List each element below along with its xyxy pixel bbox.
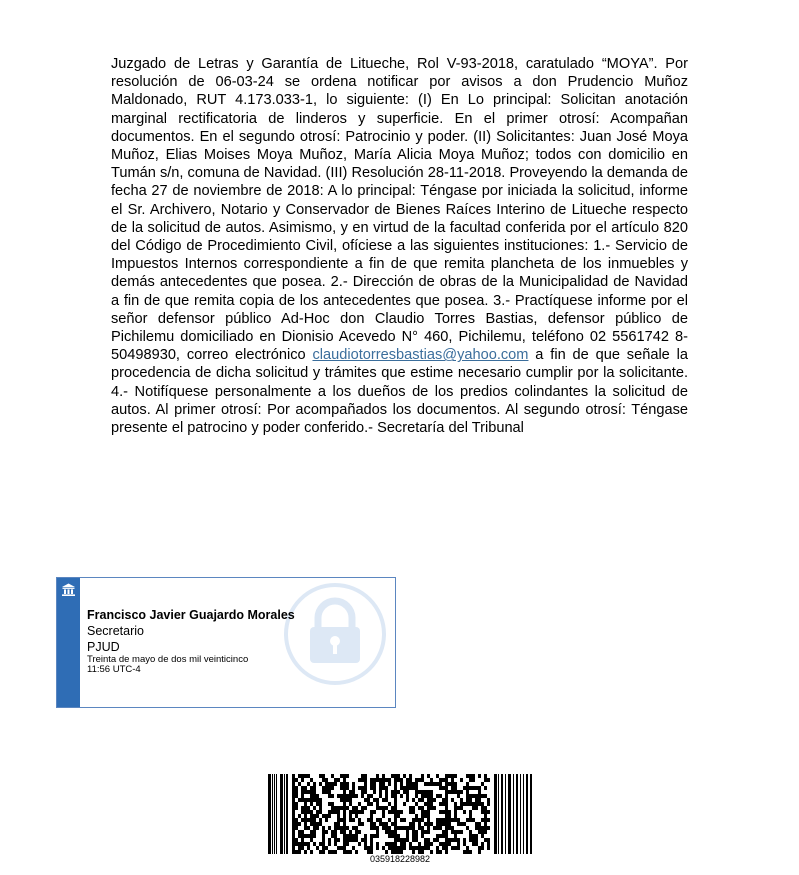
courthouse-icon <box>61 583 76 597</box>
signature-details <box>87 607 295 675</box>
barcode-number: 035918228982 <box>369 854 431 864</box>
electronic-signature-box <box>56 577 396 708</box>
signer-role: Secretario <box>87 624 144 638</box>
notice-text <box>111 55 688 437</box>
notice-text-before-link: Juzgado de Letras y Garantía de Litueche, Rol V-93-2018, caratulado “MOYA”. Por resolución de 06-03-24 se ordena notificar por avisos a don Prudencio Muñoz Maldonado, RUT 4.173.033-1, lo siguiente: (I) En Lo principal: Solicitan anotación marginal rectificatoria de linderos y superficie. En el primer otrosí: Acompañan documentos. En el segundo otrosí: Patrocinio y poder. (II) Solicitantes: Juan José Moya Muñoz, Elias Moises Moya Muñoz, María Alicia Moya Muñoz; todos con domicilio en Tumán s/n, comuna de Navidad. (III) Resolución 28-11-2018. Proveyendo la demanda de fecha 27 de noviembre de 2018: A lo principal: Téngase por iniciada la solicitud, informe el Sr. Archivero, Notario y Conservador de Bienes Raíces Interino de Litueche respecto de la solicitud de autos. Asimismo, y en virtud de la facultad conferida por el artículo 820 del Código de Procedimiento Civil, ofíciese a las siguientes instituciones: 1.- Servicio de Impuestos Internos correspondiente a fin de que remita plancheta de los inmuebles y demás antecedentes que posea. 2.- Dirección de obras de la Municipalidad de Navidad a fin de que remita copia de los antecedentes que posea. 3.- Practíquese informe por el señor defensor público Ad-Hoc don Claudio Torres Bastias, defensor público de Pichilemu domiciliado en Dionisio Acevedo N° 460, Pichilemu, teléfono 02 5561742 8-50498930, correo electrónico <box>111 56 688 364</box>
signer-name: Francisco Javier Guajardo Morales <box>87 608 295 622</box>
notice-text-after-link: a fin de que señale la procedencia de dicha solicitud y trámites que estime necesario cumplir por la solicitante. 4.- Notifíquese personalmente a los dueños de los predios colindantes la solicitud de autos. Al primer otrosí: Por acompañados los documentos. Al segundo otrosí: Téngase presente el patrocino y poder conferido.- Secretaría del Tribunal <box>111 347 689 437</box>
signature-date: Treinta de mayo de dos mil veinticinco <box>87 654 249 665</box>
signer-organization: PJUD <box>87 640 120 654</box>
signature-stripe <box>57 578 80 707</box>
barcode <box>268 774 532 854</box>
signature-time: 11:56 UTC-4 <box>87 664 141 675</box>
padlock-icon <box>283 582 387 686</box>
email-link[interactable]: claudiotorresbastias@yahoo.com <box>312 347 529 364</box>
